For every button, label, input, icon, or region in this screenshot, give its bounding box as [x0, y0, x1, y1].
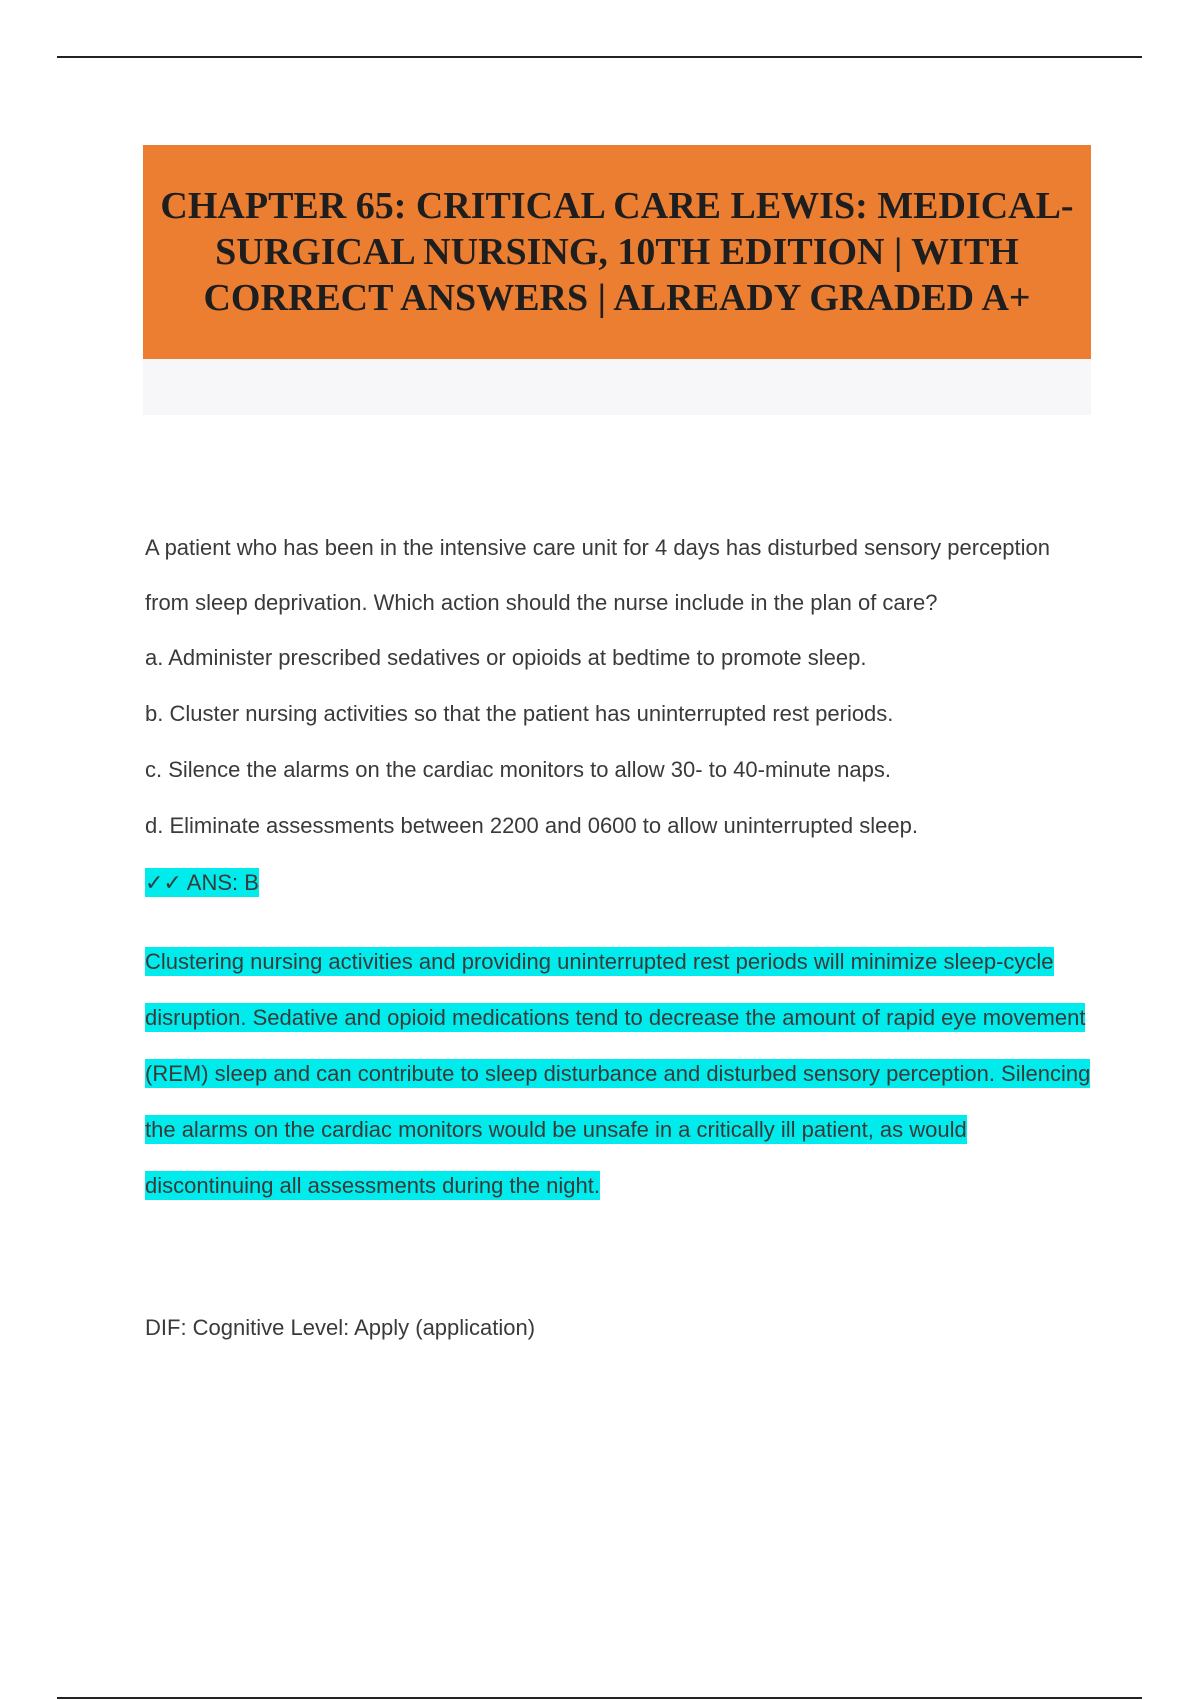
option-d: d. Eliminate assessments between 2200 and 0600 to allow uninterrupted sleep. [145, 813, 918, 838]
answer-key: ✓✓ ANS: B [145, 870, 259, 895]
difficulty-label: DIF: Cognitive Level: Apply (application) [145, 1315, 536, 1340]
bottom-divider [57, 1697, 1142, 1699]
answer-row [145, 854, 1095, 912]
rationale-paragraph [145, 934, 1095, 1214]
question-stem: A patient who has been in the intensive care unit for 4 days has disturbed sensory perception from sleep deprivation. Which action should the nurse include in the plan of care? [145, 535, 1051, 615]
title-banner [143, 145, 1091, 359]
top-divider [57, 56, 1142, 58]
option-b: b. Cluster nursing activities so that the patient has uninterrupted rest periods. [145, 701, 894, 726]
option-c: c. Silence the alarms on the cardiac monitors to allow 30- to 40-minute naps. [145, 757, 891, 782]
document-title: CHAPTER 65: CRITICAL CARE LEWIS: MEDICAL-SURGICAL NURSING, 10TH EDITION | WITH CORRECT ANSWERS | ALREADY GRADED A+ [160, 185, 1074, 319]
option-a: a. Administer prescribed sedatives or opioids at bedtime to promote sleep. [145, 645, 867, 670]
title-banner-underlay [143, 359, 1091, 415]
question-block [145, 520, 1095, 1236]
rationale-text: Clustering nursing activities and providing uninterrupted rest periods will minimize sleep-cycle disruption. Sedative and opioid medications tend to decrease the amount of rapid eye movement (REM) sleep and can contribute to sleep disturbance and disturbed sensory perception. Silencing the alarms on the cardiac monitors would be unsafe in a critically ill patient, as would discontinuing all assessments during the night. [145, 949, 1091, 1198]
